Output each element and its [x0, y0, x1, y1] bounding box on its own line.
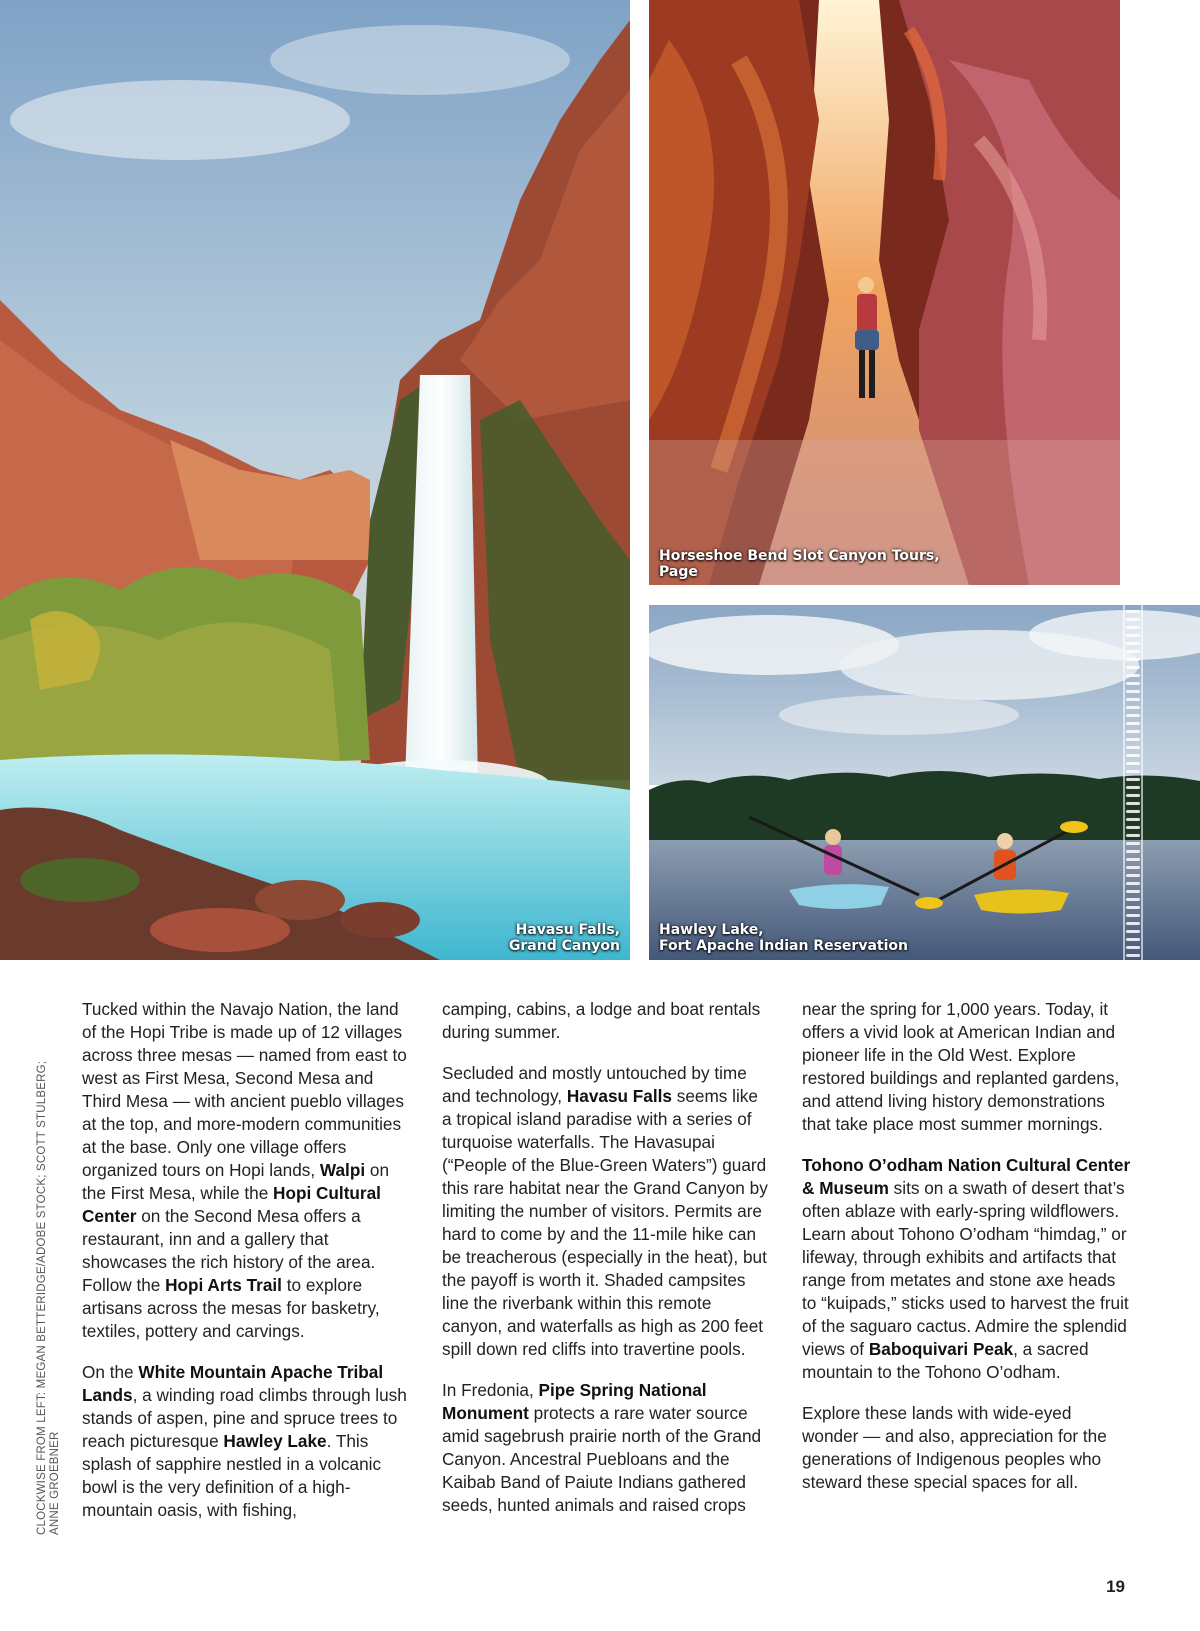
havasu-falls-caption — [509, 922, 620, 954]
article-column-2 — [442, 998, 772, 1535]
hawley-lake-illustration — [649, 605, 1200, 960]
caption-line: Horseshoe Bend Slot Canyon Tours, — [659, 548, 940, 564]
paragraph-text: Tucked within the Navajo Nation, the land of the Hopi Tribe is made up of 12 villages across three mesas — named from east to west as First Mesa, Second Mesa and Third Mesa — with ancient pueblo villages at the top, and more-modern communities at the base. Only one village offers organized tours on Hopi lands, — [82, 999, 407, 1180]
bold-place-name: Hopi Cultural Center — [82, 1183, 381, 1226]
paragraph-text: sits on a swath of desert that’s often ablaze with early-spring wildflowers. Learn about Tohono O’odham “himdag,” or lifeway, through exhibits and artifacts that range from metates and stone axe heads to “kuipads,” sticks used to harvest the fruit of the saguaro cactus. Admire the splendid views of — [802, 1178, 1129, 1359]
paragraph-text: , a winding road climbs through lush stands of aspen, pine and spruce trees to reach picturesque — [82, 1385, 407, 1451]
bold-place-name: Baboquivari Peak — [868, 1339, 1014, 1359]
paragraph-text: to explore artisans across the mesas for basketry, textiles, pottery and carvings. — [82, 1275, 380, 1341]
article-column-1 — [82, 998, 412, 1540]
caption-line: Page — [659, 564, 698, 580]
slot-canyon-illustration — [649, 0, 1120, 585]
paragraph-text: on the Second Mesa offers a restaurant, inn and a gallery that showcases the rich history of the area. Follow the — [82, 1206, 376, 1295]
havasu-falls-photo — [0, 0, 630, 960]
caption-line: Fort Apache Indian Reservation — [659, 938, 908, 954]
bold-place-name: Walpi — [319, 1160, 366, 1180]
havasu-falls-illustration — [0, 0, 630, 960]
caption-line: Havasu Falls, — [515, 922, 620, 938]
photo-credit — [36, 1015, 62, 1535]
decorative-border-strip — [1120, 0, 1148, 960]
article-paragraph — [442, 998, 772, 1044]
paragraph-text: Explore these lands with wide-eyed wonder — and also, appreciation for the generations of Indigenous peoples who steward these special spaces for all. — [802, 1403, 1107, 1492]
bold-place-name: Pipe Spring National Monument — [442, 1380, 707, 1423]
article-paragraph — [802, 1402, 1132, 1494]
bold-place-name: Havasu Falls — [566, 1086, 672, 1106]
article-paragraph — [82, 1361, 412, 1522]
article-paragraph — [442, 1062, 772, 1361]
paragraph-text: On the — [82, 1362, 139, 1382]
slot-canyon-photo — [649, 0, 1120, 585]
paragraph-text: . This splash of sapphire nestled in a volcanic bowl is the very definition of a high-mountain oasis, with fishing, — [82, 1431, 382, 1520]
article-paragraph — [802, 1154, 1132, 1384]
credit-line: ANNE GROEBNER — [49, 1431, 61, 1535]
credit-line: CLOCKWISE FROM LEFT: MEGAN BETTERIDGE/ADOBE STOCK; SCOTT STULBERG; — [36, 1060, 48, 1535]
paragraph-text: on the First Mesa, while the — [82, 1160, 390, 1203]
article-paragraph — [442, 1379, 772, 1517]
hawley-lake-photo — [649, 605, 1200, 960]
decorative-pattern — [1120, 0, 1148, 960]
paragraph-text: In Fredonia, — [442, 1380, 539, 1400]
caption-line: Hawley Lake, — [659, 922, 764, 938]
bold-place-name: Tohono O’odham Nation Cultural Center & Museum — [802, 1155, 1131, 1198]
article-paragraph — [802, 998, 1132, 1136]
paragraph-text: , a sacred mountain to the Tohono O’odham. — [802, 1339, 1089, 1382]
paragraph-text: Secluded and mostly untouched by time and technology, — [442, 1063, 747, 1106]
paragraph-text: near the spring for 1,000 years. Today, it offers a vivid look at American Indian and pioneer life in the Old West. Explore restored buildings and replanted gardens, and attend living history demonstrations that take place most summer mornings. — [802, 999, 1120, 1134]
paragraph-text: protects a rare water source amid sagebrush prairie north of the Grand Canyon. Ancestral Puebloans and the Kaibab Band of Paiute Indians gathered seeds, hunted animals and raised crops — [442, 1403, 762, 1515]
slot-canyon-caption — [659, 548, 940, 580]
bold-place-name: White Mountain Apache Tribal Lands — [82, 1362, 384, 1405]
article-column-3 — [802, 998, 1132, 1512]
hawley-lake-caption — [659, 922, 908, 954]
page-number: 19 — [1106, 1577, 1125, 1596]
paragraph-text: seems like a tropical island paradise with a series of turquoise waterfalls. The Havasupai (“People of the Blue-Green Waters”) guard this rare habitat near the Grand Canyon by limiting the number of visitors. Permits are hard to come by and the 11-mile hike can be treacherous (especially in the heat), but the payoff is worth it. Shaded campsites line the riverbank within this remote canyon, and waterfalls as high as 200 feet spill down red cliffs into travertine pools. — [442, 1086, 768, 1359]
paragraph-text: camping, cabins, a lodge and boat rentals during summer. — [442, 999, 761, 1042]
caption-line: Grand Canyon — [508, 938, 620, 954]
bold-place-name: Hopi Arts Trail — [165, 1275, 282, 1295]
article-paragraph — [82, 998, 412, 1343]
bold-place-name: Hawley Lake — [223, 1431, 327, 1451]
